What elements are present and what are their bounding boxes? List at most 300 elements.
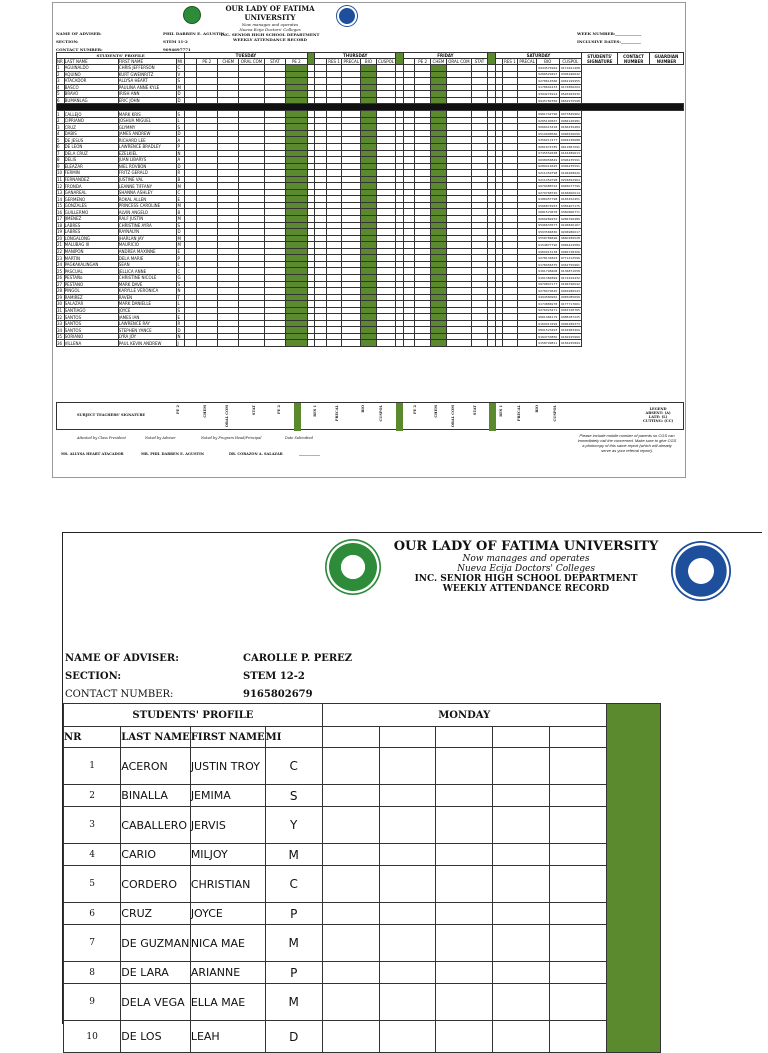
col-mi: MI — [265, 727, 322, 748]
attendance-cell[interactable] — [379, 785, 436, 807]
guardian-cell: 9169225969 — [560, 334, 580, 339]
student-cell: JHARLAN JAY — [118, 235, 177, 242]
student-cell: LABRES — [64, 222, 118, 229]
attendance-cell[interactable] — [446, 340, 471, 347]
subject-header: CUSPOL — [377, 59, 394, 64]
contact-cell: 9154877790 — [538, 242, 558, 247]
last-name-cell: DE GUZMAN — [121, 925, 191, 962]
attendance-cell[interactable] — [472, 340, 488, 347]
student-cell: S — [177, 78, 185, 85]
student-cell: PAULINA ANNE KYLE — [118, 84, 177, 91]
attendance-cell[interactable] — [493, 844, 550, 866]
student-cell: GONZALES — [64, 202, 118, 209]
green-divider — [294, 403, 301, 431]
guardian-cell: 9066748306 — [560, 249, 580, 254]
student-cell: JELLICA ANNE — [118, 268, 177, 275]
attendance-cell[interactable] — [549, 962, 606, 984]
header-line-4: WEEKLY ATTENDANCE RECORD — [233, 37, 307, 42]
guardian-cell: 9286796489 — [560, 216, 580, 221]
student-cell: CIPRIANO — [64, 117, 118, 124]
attendance-cell[interactable] — [218, 340, 239, 347]
adviser-label: NAME OF ADVISER: — [56, 31, 102, 36]
student-cell: ALLYSA HEART — [118, 78, 177, 85]
attendance-cell[interactable] — [487, 340, 495, 347]
attendance-cell[interactable] — [549, 984, 606, 1021]
contact-cell: 9278079620 — [538, 288, 558, 293]
attendance-cell[interactable] — [322, 903, 379, 925]
guardian-cell: 9077845962 — [560, 112, 580, 117]
subject-signature-column: PRECAL — [335, 405, 339, 422]
attendance-cell[interactable] — [239, 340, 264, 347]
contact-cell: 9164733850 — [538, 334, 558, 339]
attendance-cell[interactable] — [379, 1021, 436, 1053]
student-cell: SANTOS — [64, 320, 118, 327]
student-cell: 20 — [57, 235, 65, 242]
attendance-cell[interactable] — [549, 866, 606, 903]
attendance-cell[interactable] — [379, 903, 436, 925]
student-cell: R — [177, 170, 185, 177]
subject-cell — [379, 727, 436, 748]
contact-cell: 9519998566 — [538, 131, 558, 136]
attendance-cell[interactable] — [549, 844, 606, 866]
student-cell: S — [177, 124, 185, 131]
student-cell: S — [177, 222, 185, 229]
attendance-cell[interactable] — [415, 340, 431, 347]
attendance-cell[interactable] — [322, 984, 379, 1021]
student-cell: 28 — [57, 288, 65, 295]
guardian-cell: 9166796042 — [560, 282, 580, 287]
section-value: STEM 12-2 — [243, 671, 305, 682]
attendance-cell[interactable] — [286, 340, 307, 347]
student-cell: N — [177, 288, 185, 295]
student-cell: 17 — [57, 216, 65, 223]
green-divider — [396, 403, 403, 431]
day-header-saturday: SATURDAY — [495, 53, 581, 59]
first-name-cell: JUSTIN TROY — [190, 748, 265, 785]
student-cell: 2 — [57, 117, 65, 124]
attendance-cell[interactable] — [322, 962, 379, 984]
student-cell: 16 — [57, 209, 65, 216]
first-name-cell: JEMIMA — [190, 785, 265, 807]
header-line-1: Now manages and operates — [462, 554, 590, 564]
attendance-cell[interactable] — [322, 925, 379, 962]
attendance-cell[interactable] — [361, 340, 377, 347]
student-cell: 24 — [57, 261, 65, 268]
subject-signature-column: PE 2 — [277, 405, 281, 414]
guardian-cell: 9177717661 — [560, 301, 580, 306]
contact-cell: 9681570678 — [538, 210, 558, 215]
attendance-cell[interactable] — [436, 962, 493, 984]
adviser-label: NAME OF ADVISER: — [65, 653, 179, 664]
student-cell: 23 — [57, 255, 65, 262]
mi-cell: M — [265, 925, 322, 962]
last-name-cell: DELA VEGA — [121, 984, 191, 1021]
attendance-cell[interactable] — [379, 844, 436, 866]
last-name-cell: DE LARA — [121, 962, 191, 984]
attendance-cell[interactable] — [493, 984, 550, 1021]
contact-cell: 9178691433 — [538, 85, 558, 90]
date-submitted-label: Date Submitted — [285, 436, 313, 440]
week-number-label: WEEK NUMBER:_____________ — [577, 31, 642, 36]
row-number: 5 — [64, 866, 121, 903]
attendance-cell[interactable] — [549, 1021, 606, 1053]
subject-header: PE 2 — [286, 59, 307, 65]
attendance-cell[interactable] — [549, 785, 606, 807]
last-name-cell: CORDERO — [121, 866, 191, 903]
student-cell: FRITZ GERALD — [118, 170, 177, 177]
student-cell: DELA MARIE — [118, 255, 177, 262]
student-cell: ALVIN ANGELO — [118, 209, 177, 216]
student-cell: LAWRENCE RAY — [118, 320, 177, 327]
student-cell: 34 — [57, 327, 65, 334]
student-cell: 18 — [57, 222, 65, 229]
guardian-cell: 9652975598 — [560, 98, 580, 103]
guardian-cell: 9063728765 — [560, 308, 580, 313]
student-cell: S — [177, 281, 185, 288]
student-cell: AGUINALDO — [64, 65, 118, 72]
guardian-cell: 9293842964 — [560, 177, 580, 182]
students-profile-header: STUDENTS' PROFILE — [57, 53, 185, 59]
student-signature-cell[interactable] — [518, 340, 537, 347]
attendance-cell[interactable] — [493, 903, 550, 925]
attendance-cell[interactable] — [549, 807, 606, 844]
table-row — [64, 748, 661, 785]
contact-cell: 9494580962 — [538, 295, 558, 300]
attendance-cell[interactable] — [436, 785, 493, 807]
attendance-cell[interactable] — [322, 748, 379, 785]
attendance-cell[interactable] — [396, 340, 404, 347]
row-number: 6 — [64, 903, 121, 925]
student-cell: J — [177, 340, 185, 347]
subject-signature-column: CUSPOL — [553, 405, 557, 422]
attendance-cell[interactable] — [436, 903, 493, 925]
student-cell: PESTANO — [64, 281, 118, 288]
attendance-cell[interactable] — [403, 340, 414, 347]
contact-cell: 9169013299 — [538, 321, 558, 326]
guardian-cell: 9611867091 — [560, 144, 580, 149]
student-cell: ROKAL ALLEN — [118, 196, 177, 203]
student-cell: RAMIREZ — [64, 294, 118, 301]
student-cell: L — [177, 301, 185, 308]
contact-column-header: CONTACT NUMBER — [618, 53, 650, 65]
first-name-cell: ELLA MAE — [190, 984, 265, 1021]
attendance-cell[interactable] — [322, 785, 379, 807]
student-cell: 4 — [57, 130, 65, 137]
attendance-cell[interactable] — [196, 340, 217, 347]
guardian-cell: 9196468620 — [560, 170, 580, 175]
student-cell: PESTAÑo — [64, 274, 118, 281]
top-attendance-sheet — [52, 2, 686, 478]
student-cell: RAYNALYN — [118, 229, 177, 236]
student-cell: GANAREAL — [64, 189, 118, 196]
subject-signature-column: PRECAL — [517, 405, 521, 422]
mi-cell: Y — [265, 807, 322, 844]
mi-cell: P — [265, 962, 322, 984]
student-cell: B — [177, 176, 185, 183]
subject-signature-column: RES 1 — [499, 405, 503, 417]
student-cell: RALF JUSTIN — [118, 216, 177, 223]
guardian-cell: 9396235591 — [560, 164, 580, 169]
attendance-cell[interactable] — [379, 748, 436, 785]
student-cell: LABRES — [64, 229, 118, 236]
subject-header: STAT — [264, 59, 285, 65]
department-seal-icon — [337, 6, 357, 26]
subject-header: ORAL COM — [448, 59, 470, 64]
subject-header: CHEM — [432, 59, 445, 64]
attendance-cell[interactable] — [342, 340, 361, 347]
student-cell: MARK KRIS — [118, 111, 177, 118]
guardian-cell: 9526263930 — [560, 91, 580, 96]
guardian-cell: 9046286543 — [560, 288, 580, 293]
student-cell: R — [177, 320, 185, 327]
contact-cell: 9596633577 — [538, 223, 558, 228]
attendance-cell[interactable] — [436, 748, 493, 785]
subject-cell — [549, 727, 606, 748]
subject-header: PRECAL — [343, 59, 360, 64]
attendance-cell[interactable] — [185, 340, 196, 347]
contact-cell: 9566874953 — [538, 203, 558, 208]
student-cell: 25 — [57, 268, 65, 275]
contact-cell: 9161382899 — [538, 275, 558, 280]
attendance-cell[interactable] — [322, 866, 379, 903]
attendance-cell[interactable] — [436, 807, 493, 844]
inclusive-dates-label: INCLUSIVE DATES:__________ — [577, 39, 641, 44]
student-cell: JOYCE — [118, 307, 177, 314]
student-cell: 8 — [57, 157, 65, 164]
student-cell: CALLEJO — [64, 111, 118, 118]
table-row — [57, 340, 684, 347]
subject-signature-column: RES 1 — [313, 405, 317, 417]
attendance-cell[interactable] — [436, 1021, 493, 1053]
mi-cell: D — [265, 1021, 322, 1053]
mi-cell: C — [265, 748, 322, 785]
attendance-cell[interactable] — [495, 340, 502, 347]
student-cell: LONGALONG — [64, 235, 118, 242]
attendance-cell[interactable] — [379, 984, 436, 1021]
subject-header: RES 1 — [502, 59, 518, 65]
student-cell: C — [177, 268, 185, 275]
student-cell: CRUZ — [64, 124, 118, 131]
contact-value: 9165802679 — [243, 689, 313, 700]
student-cell: VILLENA — [64, 340, 118, 347]
student-cell: S — [177, 307, 185, 314]
col-nr: NR — [64, 727, 121, 748]
legend-box: LEGEND ABSENT: (A) LATE: (L) CUTTING: (CC) — [643, 407, 674, 423]
student-cell: ERIC JOHN — [118, 97, 177, 104]
student-cell: 32 — [57, 314, 65, 321]
student-cell: 22 — [57, 248, 65, 255]
first-name-cell: JERVIS — [190, 807, 265, 844]
table-row — [64, 866, 661, 903]
student-cell: E — [177, 196, 185, 203]
student-cell: D — [177, 163, 185, 170]
attendance-cell[interactable] — [493, 1021, 550, 1053]
student-cell: 1 — [57, 111, 65, 118]
green-divider — [307, 53, 315, 65]
student-cell: DE LEON — [64, 144, 118, 151]
mi-cell: P — [265, 903, 322, 925]
subject-signature-column: CUSPOL — [379, 405, 383, 422]
student-cell: RAVEN — [118, 294, 177, 301]
student-cell: 29 — [57, 294, 65, 301]
attendance-cell[interactable] — [322, 1021, 379, 1053]
col-first-name: FIRST NAME — [118, 59, 177, 65]
student-cell: D — [177, 229, 185, 236]
student-cell: A — [177, 137, 185, 144]
subject-header: PE 2 — [196, 59, 217, 65]
col-last-name: LAST NAME — [121, 727, 191, 748]
student-cell: M — [177, 235, 185, 242]
attendance-cell[interactable] — [549, 925, 606, 962]
table-row — [64, 844, 661, 866]
student-cell: RICHARD LEE — [118, 137, 177, 144]
guardian-cell: 9356407175 — [560, 203, 580, 208]
last-name-cell: BINALLA — [121, 785, 191, 807]
guardian-cell: 9066126981 — [560, 118, 580, 123]
row-number: 9 — [64, 984, 121, 1021]
contact-cell: 9211459798 — [538, 170, 558, 175]
student-cell: PASCUAL — [64, 268, 118, 275]
student-cell: 19 — [57, 229, 65, 236]
row-number: 4 — [64, 844, 121, 866]
noted-by-principal-label: Noted by Program Head/Principal — [201, 436, 262, 440]
attendance-cell[interactable] — [322, 844, 379, 866]
attendance-cell[interactable] — [493, 925, 550, 962]
student-cell: S — [177, 111, 185, 118]
attendance-cell[interactable] — [549, 748, 606, 785]
noted-by-adviser-label: Noted by Adviser — [145, 436, 176, 440]
attendance-cell[interactable] — [493, 785, 550, 807]
student-cell: 31 — [57, 307, 65, 314]
student-cell: 13 — [57, 189, 65, 196]
attendance-cell[interactable] — [376, 340, 395, 347]
student-cell: ELEAZAR — [64, 163, 118, 170]
guardian-cell: 9206986017 — [560, 229, 580, 234]
student-cell: LYRA JOY — [118, 333, 177, 340]
subject-header: ORAL COM — [240, 59, 263, 64]
student-cell: 5 — [57, 137, 65, 144]
header-line-3: INC. SENIOR HIGH SCHOOL DEPARTMENT — [414, 574, 638, 584]
student-cell: FRONDA — [64, 183, 118, 190]
student-cell: N — [177, 150, 185, 157]
student-cell: 10 — [57, 170, 65, 177]
table-row — [64, 785, 661, 807]
attendance-cell[interactable] — [502, 340, 518, 347]
bottom-attendance-table — [63, 703, 661, 1053]
contact-cell: 9289414625 — [538, 164, 558, 169]
attendance-cell[interactable] — [436, 844, 493, 866]
contact-cell: 9356217477 — [538, 138, 558, 143]
attendance-cell[interactable] — [493, 962, 550, 984]
class-president-name: MS. ALLYSA HEART ATACADOR — [61, 452, 124, 456]
contact-cell: 9394274914 — [538, 91, 558, 96]
student-cell: T — [177, 294, 185, 301]
mi-cell: S — [265, 785, 322, 807]
student-cell: DE JESUS — [64, 137, 118, 144]
attendance-cell[interactable] — [379, 866, 436, 903]
bottom-attendance-sheet — [62, 532, 762, 1044]
student-cell: SHANNA ASHLEY — [118, 189, 177, 196]
mi-cell: M — [265, 984, 322, 1021]
attendance-cell[interactable] — [315, 340, 326, 347]
col-nr: NR — [57, 59, 63, 64]
guardian-cell: 9096526090 — [560, 131, 580, 136]
student-cell: SANTIAGO — [64, 307, 118, 314]
attendance-cell[interactable] — [379, 962, 436, 984]
student-cell: SALAZAR — [64, 301, 118, 308]
attendance-cell[interactable] — [264, 340, 285, 347]
green-divider — [487, 53, 495, 65]
guardian-column-header: GUARDIAN NUMBER — [649, 53, 683, 65]
adviser-name: MR. PHIL DARREN E. AGUSTIN — [141, 452, 204, 456]
first-name-cell: ARIANNE — [190, 962, 265, 984]
attested-label: Attested by Class President — [77, 436, 126, 440]
student-cell: M — [177, 183, 185, 190]
attendance-cell[interactable] — [549, 903, 606, 925]
guardian-cell: 9162983409 — [560, 328, 580, 333]
contact-cell: 9066415418 — [538, 125, 558, 130]
student-cell: 2 — [57, 71, 65, 78]
contact-cell: 9265190567 — [538, 118, 558, 123]
guardian-cell: 9062199955 — [560, 78, 580, 83]
student-cell: E — [177, 248, 185, 255]
attendance-cell[interactable] — [326, 340, 342, 347]
subject-header: PRECAL — [519, 59, 535, 64]
attendance-cell[interactable] — [493, 748, 550, 785]
attendance-cell[interactable] — [307, 340, 315, 347]
parent-contact-note: Please include mobile number of parents so CGS can immediately call the concerned. Make sure to give CGS a photocopy of this same report (which will already serve as your referral report). — [577, 433, 677, 453]
student-cell: D — [177, 130, 185, 137]
attendance-cell[interactable] — [322, 807, 379, 844]
guardian-cell: 9171621408 — [560, 65, 580, 70]
student-cell: SANTOS — [64, 314, 118, 321]
subject-cell — [436, 727, 493, 748]
contact-value: 9094697771 — [163, 47, 191, 52]
student-cell: DELA CRUZ — [64, 150, 118, 157]
guardian-cell: 9136871058 — [560, 269, 580, 274]
attendance-cell[interactable] — [379, 807, 436, 844]
header-line-4: WEEKLY ATTENDANCE RECORD — [442, 584, 610, 594]
student-cell: D — [177, 91, 185, 98]
attendance-cell[interactable] — [436, 925, 493, 962]
attendance-cell[interactable] — [436, 866, 493, 903]
row-number: 2 — [64, 785, 121, 807]
student-cell: SANTOS — [64, 327, 118, 334]
student-cell: LEANNE TIFFANY — [118, 183, 177, 190]
sheet-header — [381, 539, 671, 594]
header-line-3: INC. SENIOR HIGH SCHOOL DEPARTMENT — [220, 32, 320, 37]
student-cell: M — [177, 202, 185, 209]
attendance-cell[interactable] — [493, 866, 550, 903]
last-name-cell: CABALLERO — [121, 807, 191, 844]
subject-signature-column: CHEM — [434, 405, 438, 418]
attendance-cell[interactable] — [493, 807, 550, 844]
guardian-cell: 9046077790 — [560, 184, 580, 189]
contact-cell: 9278614566 — [538, 78, 558, 83]
guardian-cell: 9096189373 — [560, 321, 580, 326]
contact-cell: 9186457798 — [538, 197, 558, 202]
subject-cell — [322, 727, 379, 748]
table-row — [64, 984, 661, 1021]
student-cell: 3 — [57, 124, 65, 131]
attendance-cell[interactable] — [431, 340, 447, 347]
green-divider — [489, 403, 496, 431]
attendance-cell[interactable] — [379, 925, 436, 962]
student-cell: P — [177, 255, 185, 262]
contact-cell: 9276023471 — [538, 308, 558, 313]
student-cell: SORIANO — [64, 333, 118, 340]
attendance-cell[interactable] — [436, 984, 493, 1021]
